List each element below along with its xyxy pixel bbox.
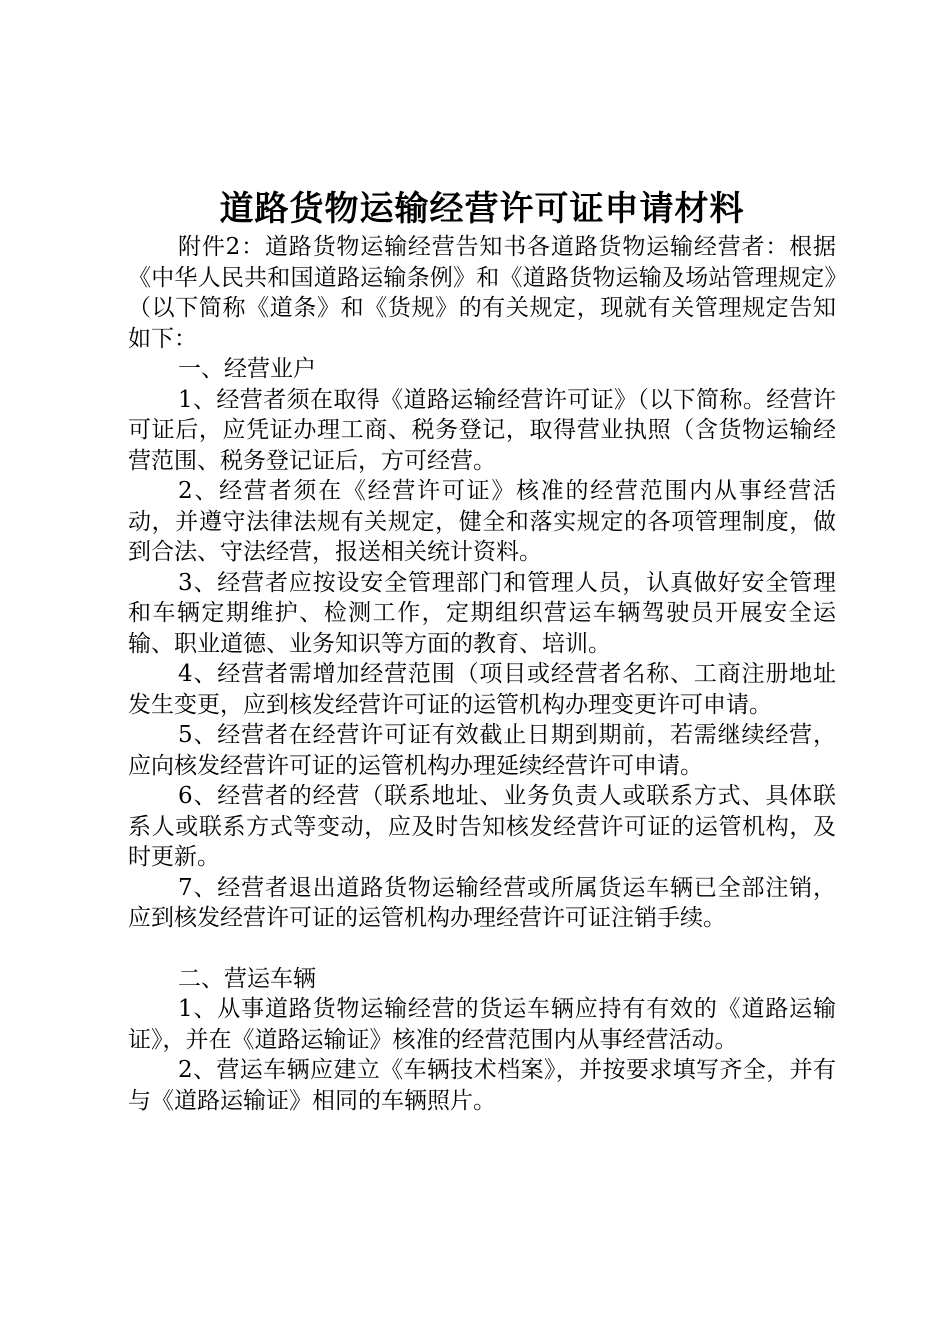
list-item: 2、营运车辆应建立《车辆技术档案》，并按要求填写齐全，并有与《道路运输证》相同的车辆照片。 [128,1057,836,1114]
list-item: 3、经营者应按设安全管理部门和管理人员，认真做好安全管理和车辆定期维护、检测工作，定期组织营运车辆驾驶员开展安全运输、职业道德、业务知识等方面的教育、培训。 [128,569,836,657]
section-heading-vehicles: 二、营运车辆 [178,965,316,992]
list-item: 5、经营者在经营许可证有效截止日期到期前，若需继续经营，应向核发经营许可证的运管机构办理延续经营许可申请。 [128,722,836,779]
list-item: 1、从事道路货物运输经营的货运车辆应持有有效的《道路运输证》，并在《道路运输证》核准的经营范围内从事经营活动。 [128,996,836,1053]
list-item: 7、经营者退出道路货物运输经营或所属货运车辆已全部注销，应到核发经营许可证的运管机构办理经营许可证注销手续。 [128,874,836,931]
list-item: 1、经营者须在取得《道路运输经营许可证》（以下简称。经营许可证后，应凭证办理工商、税务登记，取得营业执照（含货物运输经营范围、税务登记证后，方可经营。 [128,386,836,474]
section-spacer [128,934,836,964]
list-item: 4、经营者需增加经营范围（项目或经营者名称、工商注册地址发生变更，应到核发经营许可证的运管机构办理变更许可申请。 [128,661,836,718]
section-heading-operators: 一、经营业户 [178,356,316,382]
list-item: 6、经营者的经营（联系地址、业务负责人或联系方式、具体联系人或联系方式等变动，应及时告知核发经营许可证的运管机构，及时更新。 [128,783,836,870]
document-page [128,186,836,1116]
intro-paragraph: 附件2：道路货物运输经营告知书各道路货物运输经营者：根据《中华人民共和国道路运输条例》和《道路货物运输及场站管理规定》（以下简称《道条》和《货规》的有关规定，现就有关管理规定告知如下： [128,234,836,352]
list-item: 2、经营者须在《经营许可证》核准的经营范围内从事经营活动，并遵守法律法规有关规定，健全和落实规定的各项管理制度，做到合法、守法经营，报送相关统计资料。 [128,478,836,565]
document-title: 道路货物运输经营许可证申请材料 [219,189,745,229]
